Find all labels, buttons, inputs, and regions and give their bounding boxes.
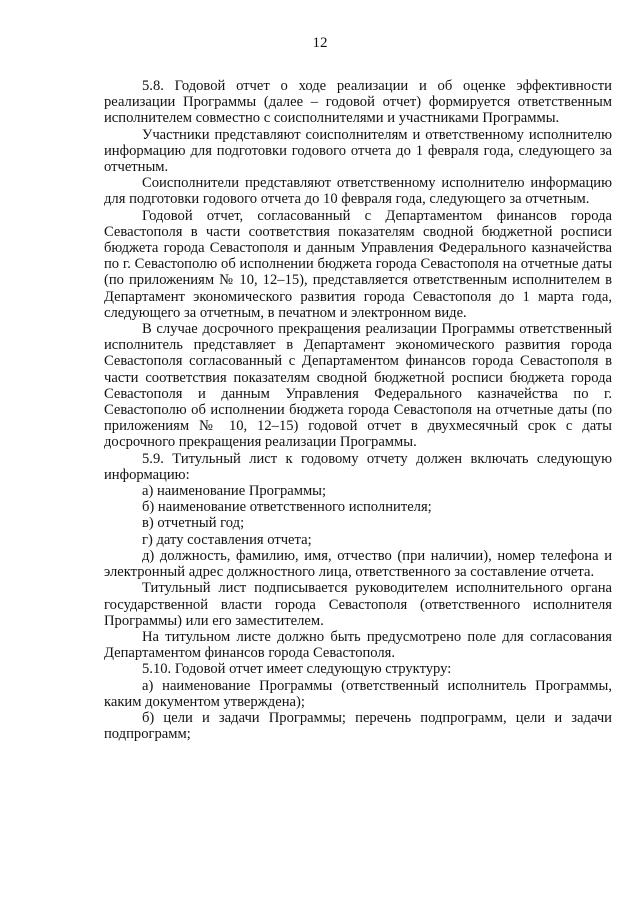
list-item-v: в) отчетный год; (142, 515, 245, 532)
paragraph-early-termination: В случае досрочного прекращения реализации Программы ответственный исполнитель представляет в Департамент экономического развития города Севастополя согласованный с Департаментом финансов города Севастополя в части соответствия показателям сводной бюджетной росписи бюджета города Севастополя и данным Управления Федерального казначейства по г. Севастополю об исполнении бюджета города Севастополя на отчетные даты (по приложениям № 10, 12–15) годовой отчет в двухмесячный срок с даты досрочного прекращения реализации Программы. (104, 321, 612, 451)
paragraph-participants: Участники представляют соисполнителям и ответственному исполнителю информацию для подготовки годового отчета до 1 февраля года, следующего за отчетным. (104, 126, 612, 176)
list-item-a: а) наименование Программы; (142, 483, 327, 500)
paragraph-5-10: 5.10. Годовой отчет имеет следующую структуру: (142, 661, 452, 678)
paragraph-title-field: На титульном листе должно быть предусмотрено поле для согласования Департаментом финансов города Севастополя. (104, 628, 612, 662)
list-item-g: г) дату составления отчета; (142, 531, 312, 548)
paragraph-5-9: 5.9. Титульный лист к годовому отчету должен включать следующую информацию: (104, 450, 612, 483)
structure-item-a: а) наименование Программы (ответственный исполнитель Программы, каким документом утверждена); (104, 677, 612, 710)
list-item-b: б) наименование ответственного исполнителя; (142, 499, 432, 516)
document-body (104, 78, 612, 742)
paragraph-5-8: 5.8. Годовой отчет о ходе реализации и об оценке эффективности реализации Программы (далее – годовой отчет) формируется ответственным исполнителем совместно с соисполнителями и участниками Программы. (104, 78, 612, 127)
paragraph-coexecutors: Соисполнители представляют ответственному исполнителю информацию для подготовки годового отчета до 10 февраля года, следующего за отчетным. (104, 175, 612, 208)
page-number: 12 (312, 35, 328, 51)
paragraph-title-signed: Титульный лист подписывается руководителем исполнительного органа государственной власти города Севастополя (ответственного исполнителя Программы) или его заместителем. (104, 580, 612, 629)
paragraph-annual-report: Годовой отчет, согласованный с Департаментом финансов города Севастополя в части соответствия показателям сводной бюджетной росписи бюджета города Севастополя и данным Управления Федерального казначейства по г. Севастополю об исполнении бюджета города Севастополя на отчетные даты (по приложениям № 10, 12–15), представляется ответственным исполнителем в Департамент экономического развития города Севастополя до 1 марта года, следующего за отчетным, в печатном и электронном виде. (104, 207, 612, 321)
list-item-d: д) должность, фамилию, имя, отчество (при наличии), номер телефона и электронный адрес должностного лица, ответственного за составление отчета. (104, 547, 612, 581)
structure-item-b: б) цели и задачи Программы; перечень подпрограмм, цели и задачи подпрограмм; (104, 709, 612, 743)
